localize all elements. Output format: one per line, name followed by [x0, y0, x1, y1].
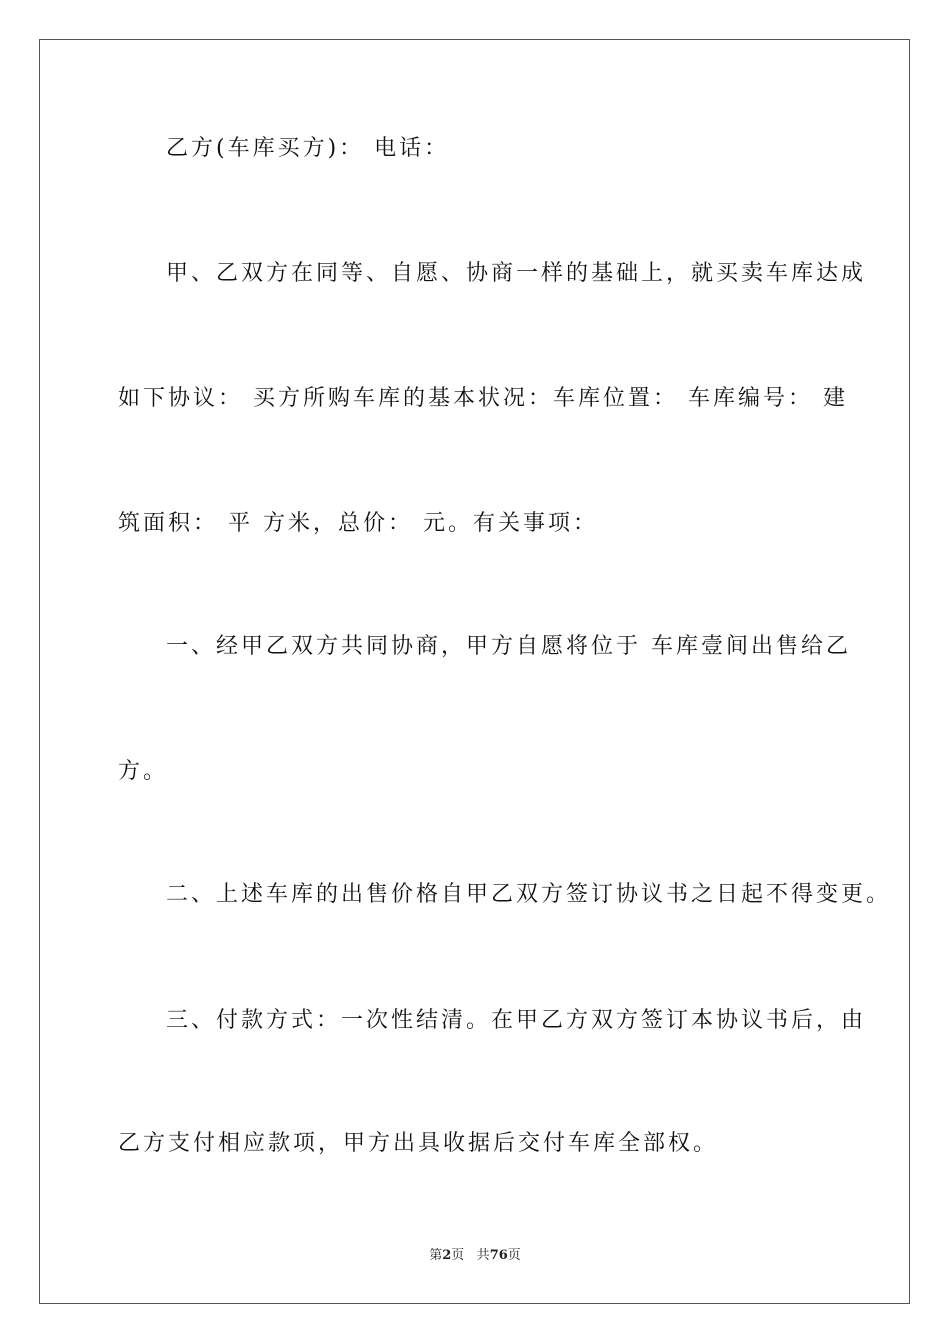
preamble-line-2: 如下协议： 买方所购车库的基本状况：车库位置： 车库编号： 建 [118, 386, 848, 411]
clause-1-line-1: 一、经甲乙双方共同协商，甲方自愿将位于 车库壹间出售给乙 [166, 634, 851, 659]
page-footer [0, 1247, 950, 1265]
preamble-line-3: 筑面积： 平 方米，总价： 元。有关事项： [118, 511, 598, 536]
footer-total-suffix: 页 [507, 1248, 521, 1263]
clause-1-line-2: 方。 [118, 759, 169, 784]
footer-total-pages: 76 [489, 1248, 508, 1263]
party-b-line: 乙方(车库买方)： 电话： [166, 136, 450, 161]
footer-prefix: 第 [429, 1248, 443, 1263]
footer-current-page: 2 [442, 1248, 452, 1263]
footer-total-prefix: 共 [476, 1248, 490, 1263]
footer-page-word: 页 [451, 1248, 465, 1263]
page-border [39, 39, 910, 1304]
clause-2-line: 二、上述车库的出售价格自甲乙双方签订协议书之日起不得变更。 [166, 882, 892, 907]
preamble-line-1: 甲、乙双方在同等、自愿、协商一样的基础上，就买卖车库达成 [166, 261, 867, 286]
clause-3-line-2: 乙方支付相应款项，甲方出具收据后交付车库全部权。 [118, 1131, 719, 1156]
clause-3-line-1: 三、付款方式：一次性结清。在甲乙方双方签订本协议书后，由 [166, 1008, 867, 1033]
